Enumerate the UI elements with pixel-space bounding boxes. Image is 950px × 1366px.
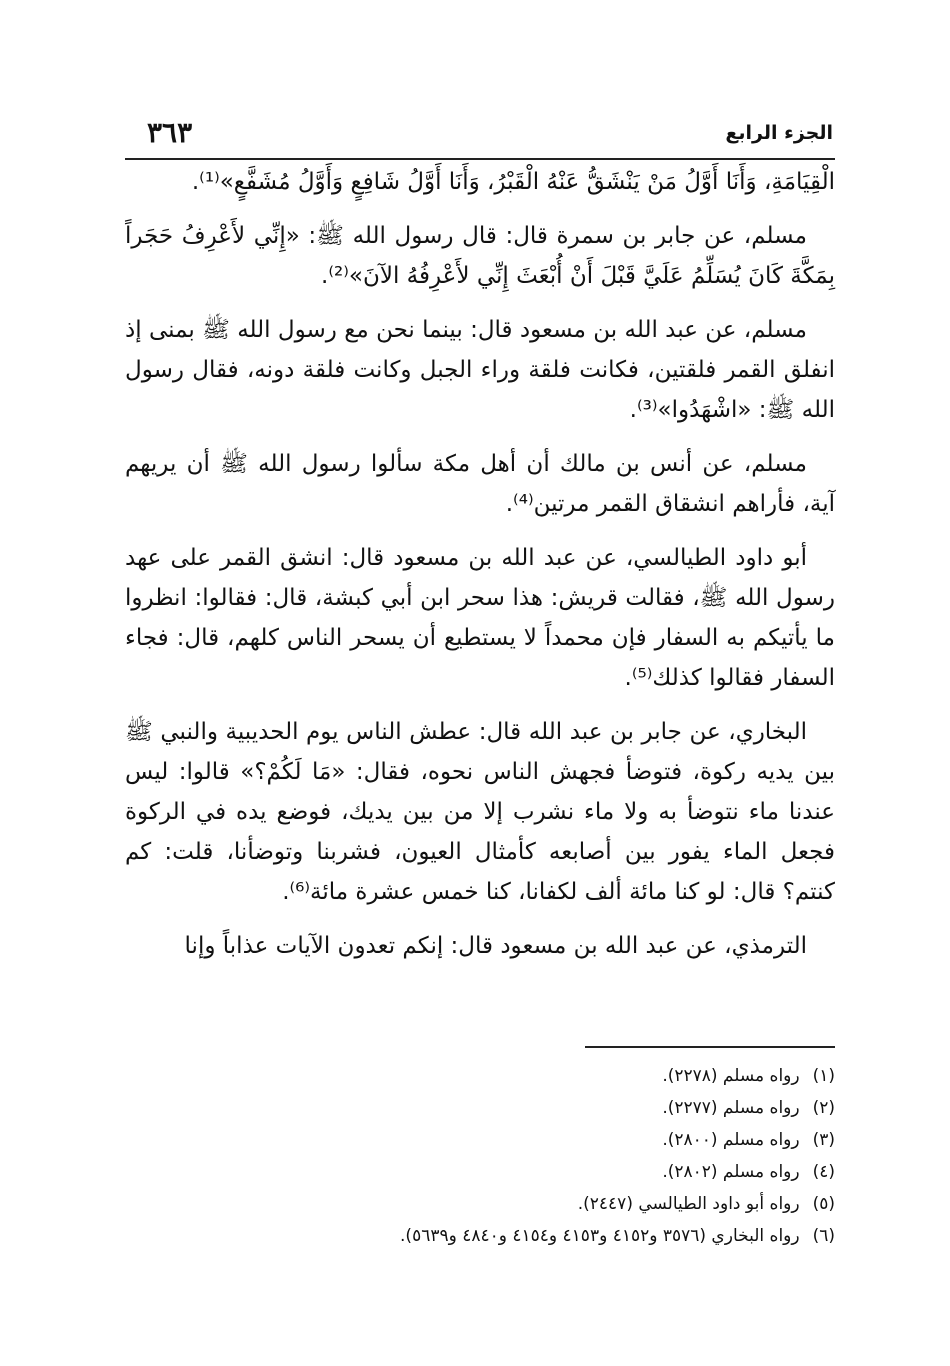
footnote-text: رواه أبو داود الطيالسي (٢٤٤٧). bbox=[577, 1194, 800, 1214]
paragraph: أبو داود الطيالسي، عن عبد الله بن مسعود قال: انشق القمر على عهد رسول الله ﷺ، فقالت قريش: هذا سحر ابن أبي كبشة، قال: فقالوا: انظروا ما يأتيكم به السفار فإن محمداً لا يستطيع أن يسحر الناس كلهم، قال: فجاء السفار فقالوا كذلك⁽⁵⁾. bbox=[125, 545, 835, 691]
paragraph: مسلم، عن عبد الله بن مسعود قال: بينما نحن مع رسول الله ﷺ بمنى إذ انفلق القمر فلقتين، فكانت فلقة وراء الجبل وكانت فلقة دونه، فقال رسول الله ﷺ: «اشْهَدُوا»⁽³⁾. bbox=[125, 317, 835, 423]
footnote-number: (٤) bbox=[812, 1162, 835, 1182]
footnote-text: رواه البخاري (٣٥٧٦ و٤١٥٢ و٤١٥٣ و٤١٥٤ و٤٨٤٠ و٥٦٣٩). bbox=[400, 1226, 800, 1246]
paragraph: الْقِيَامَةِ، وَأَنَا أَوَّلُ مَنْ يَنْشَقُّ عَنْهُ الْقَبْرُ، وَأَنَا أَوَّلُ شَافِعٍ وَأَوَّلُ مُشَفَّعٍ»⁽¹⁾. bbox=[191, 169, 835, 195]
main-text bbox=[125, 162, 835, 980]
footnotes bbox=[125, 1060, 835, 1252]
footnote-number: (٥) bbox=[812, 1194, 835, 1214]
footnote bbox=[125, 1220, 835, 1252]
running-title: الجزء الرابع bbox=[725, 122, 833, 144]
paragraph: الترمذي، عن عبد الله بن مسعود قال: إنكم تعدون الآيات عذاباً وإنا bbox=[184, 933, 807, 959]
footnote bbox=[125, 1124, 835, 1156]
page-number: ٣٦٣ bbox=[147, 116, 193, 149]
page-header bbox=[125, 108, 835, 160]
paragraph: مسلم، عن جابر بن سمرة قال: قال رسول الله ﷺ: «إِنِّي لأَعْرِفُ حَجَراً بِمَكَّةَ كَانَ يُسَلِّمُ عَلَيَّ قَبْلَ أَنْ أُبْعَثَ إِنِّي لأَعْرِفُهُ الآنَ»⁽²⁾. bbox=[125, 223, 835, 289]
footnote-number: (١) bbox=[812, 1066, 835, 1086]
footnote-separator bbox=[585, 1046, 835, 1048]
footnote-text: رواه مسلم (٢٢٧٧). bbox=[662, 1098, 800, 1118]
footnote bbox=[125, 1156, 835, 1188]
footnote-number: (٢) bbox=[812, 1098, 835, 1118]
footnote-number: (٣) bbox=[812, 1130, 835, 1150]
footnote-text: رواه مسلم (٢٢٧٨). bbox=[662, 1066, 800, 1086]
footnote bbox=[125, 1060, 835, 1092]
footnote bbox=[125, 1092, 835, 1124]
footnote-text: رواه مسلم (٢٨٠٢). bbox=[662, 1162, 800, 1182]
paragraph: مسلم، عن أنس بن مالك أن أهل مكة سألوا رسول الله ﷺ أن يريهم آية، فأراهم انشقاق القمر مرتين⁽⁴⁾. bbox=[125, 451, 835, 517]
footnote-text: رواه مسلم (٢٨٠٠). bbox=[662, 1130, 800, 1150]
footnote bbox=[125, 1188, 835, 1220]
paragraph: البخاري، عن جابر بن عبد الله قال: عطش الناس يوم الحديبية والنبي ﷺ بين يديه ركوة، فتوضأ فجهش الناس نحوه، فقال: «مَا لَكُمْ؟» قالوا: ليس عندنا ماء نتوضأ به ولا ماء نشرب إلا من بين يديك، فوضع يده في الركوة فجعل الماء يفور بين أصابعه كأمثال العيون، فشربنا وتوضأنا، قلت: كم كنتم؟ قال: لو كنا مائة ألف لكفانا، كنا خمس عشرة مائة⁽⁶⁾. bbox=[125, 719, 835, 905]
footnote-number: (٦) bbox=[812, 1226, 835, 1246]
